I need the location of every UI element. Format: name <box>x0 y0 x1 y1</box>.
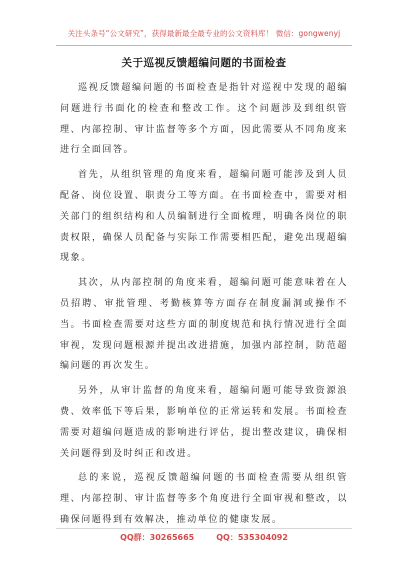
header-divider <box>56 45 352 46</box>
footer-contact <box>0 532 408 543</box>
footer-qq-group: QQ群：30265665 <box>120 533 195 542</box>
document-title: 关于巡视反馈超编问题的书面检查 <box>121 57 287 69</box>
paragraph-intro: 巡视反馈超编问题的书面检查是指针对巡视中发现的超编问题进行书面化的检查和整改工作。这个问题涉及到组织管理、内部控制、审计监督等多个方面，因此需要从不同角度来进行全面回答。 <box>60 83 348 156</box>
paragraph-organization: 首先，从组织管理的角度来看，超编问题可能涉及到人员配备、岗位设置、职责分工等方面。在书面检查中，需要对相关部门的组织结构和人员编制进行全面梳理，明确各岗位的职责权限，确保人员配备与实际工作需要相匹配，避免出现超编现象。 <box>60 170 348 264</box>
header-banner: 关注头条号“公文研究”，获得最新最全最专业的公文资料库！ 微信：gongwenyj <box>67 29 341 38</box>
footer-qq: QQ：535304092 <box>216 533 288 542</box>
document-body <box>60 78 348 535</box>
footer-divider <box>56 528 352 529</box>
paragraph-audit: 另外，从审计监督的角度来看，超编问题可能导致资源浪费、效率低下等后果，影响单位的正常运转和发展。书面检查需要对超编问题造成的影响进行评估，提出整改建议，确保相关问题得到及时纠正和改进。 <box>60 386 348 459</box>
paragraph-conclusion: 总的来说，巡视反馈超编问题的书面检查需要从组织管理、内部控制、审计监督等多个角度进行全面审视和整改，以确保问题得到有效解决，推动单位的健康发展。 <box>60 473 348 525</box>
paragraph-internal-control: 其次，从内部控制的角度来看，超编问题可能意味着在人员招聘、审批管理、考勤核算等方面存在制度漏洞或操作不当。书面检查需要对这些方面的制度规范和执行情况进行全面审视，发现问题根源并提出改进措施，加强内部控制，防范超编问题的再次发生。 <box>60 278 348 372</box>
